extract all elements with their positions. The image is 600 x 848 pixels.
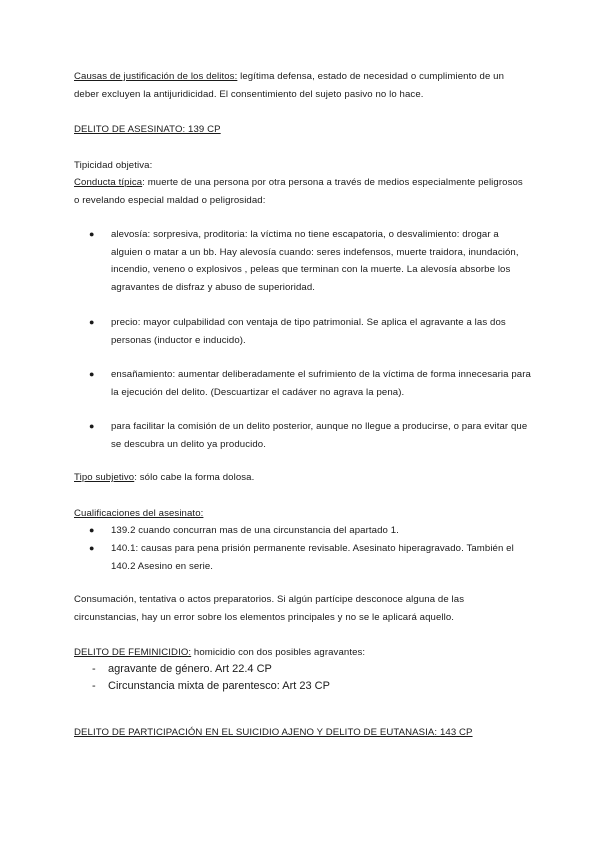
tipo-subjetivo-text: : sólo cabe la forma dolosa. [134,472,255,483]
tipo-subjetivo-paragraph [74,469,529,487]
feminicidio-label: DELITO DE FEMINICIDIO: [74,647,192,658]
list-item: ensañamiento: aumentar deliberadamente el sufrimiento de la víctima de forma innecesaria para la ejecución del delito. (Descuartizar el cadáver no agrava la pena). [111,369,531,398]
consumacion-paragraph: Consumación, tentativa o actos preparatorios. Si algún partícipe desconoce alguna de las circunstancias, hay un error sobre los elementos principales y no se le aplicará aquello. [74,594,465,623]
dash-icon: - [92,680,96,692]
dash-icon: - [92,663,96,675]
bullet-icon: ● [89,229,95,239]
list-item: agravante de género. Art 22.4 CP [108,663,272,675]
list-item: para facilitar la comisión de un delito posterior, aunque no llegue a producirse, o para evitar que se descubra un delito ya producido. [111,421,528,450]
bullet-icon: ● [89,525,95,535]
list-item: 140.1: causas para pena prisión permanente revisable. Asesinato hiperagravado. También el 140.2 Asesino en serie. [111,543,514,572]
bullet-icon: ● [89,543,95,553]
justification-label: Causas de justificación de los delitos: [74,71,238,82]
bullet-icon: ● [89,369,95,379]
section-heading-suicidio: DELITO DE PARTICIPACIÓN EN EL SUICIDIO AJENO Y DELITO DE EUTANASIA: 143 CP [74,727,473,738]
justification-text: legítima defensa, estado de necesidad o cumplimiento de un deber excluyen la antijuridicidad. El consentimiento del sujeto pasivo no lo hace. [74,71,505,100]
justification-paragraph [74,68,529,103]
bullet-icon: ● [89,317,95,327]
cualificaciones-heading: Cualificaciones del asesinato: [74,508,204,519]
feminicidio-paragraph [74,644,529,662]
feminicidio-text: homicidio con dos posibles agravantes: [191,647,366,658]
list-item: precio: mayor culpabilidad con ventaja de tipo patrimonial. Se aplica el agravante a las dos personas (inductor e inducido). [111,317,506,346]
section-heading-asesinato: DELITO DE ASESINATO: 139 CP [74,124,221,135]
conducta-paragraph [74,174,529,209]
list-item: alevosía: sorpresiva, proditoria: la víctima no tiene escapatoria, o desvalimiento: drogar a alguien o matar a un bb. Hay alevosía cuando: seres indefensos, muerte traidora, inundación, incendio, veneno o explosivos , peleas que terminan con la muerte. La alevosía absorbe los agravantes de disfraz y abuso de superioridad. [111,229,519,293]
bullet-icon: ● [89,421,95,431]
conducta-text: : muerte de una persona por otra persona a través de medios especialmente peligrosos o revelando especial maldad o peligrosidad: [74,177,523,206]
list-item: Circunstancia mixta de parentesco: Art 23 CP [108,680,330,692]
tipicidad-heading: Tipicidad objetiva: [74,160,153,171]
conducta-label: Conducta típica [74,177,143,188]
list-item: 139.2 cuando concurran mas de una circunstancia del apartado 1. [111,525,399,536]
tipo-subjetivo-label: Tipo subjetivo [74,472,135,483]
